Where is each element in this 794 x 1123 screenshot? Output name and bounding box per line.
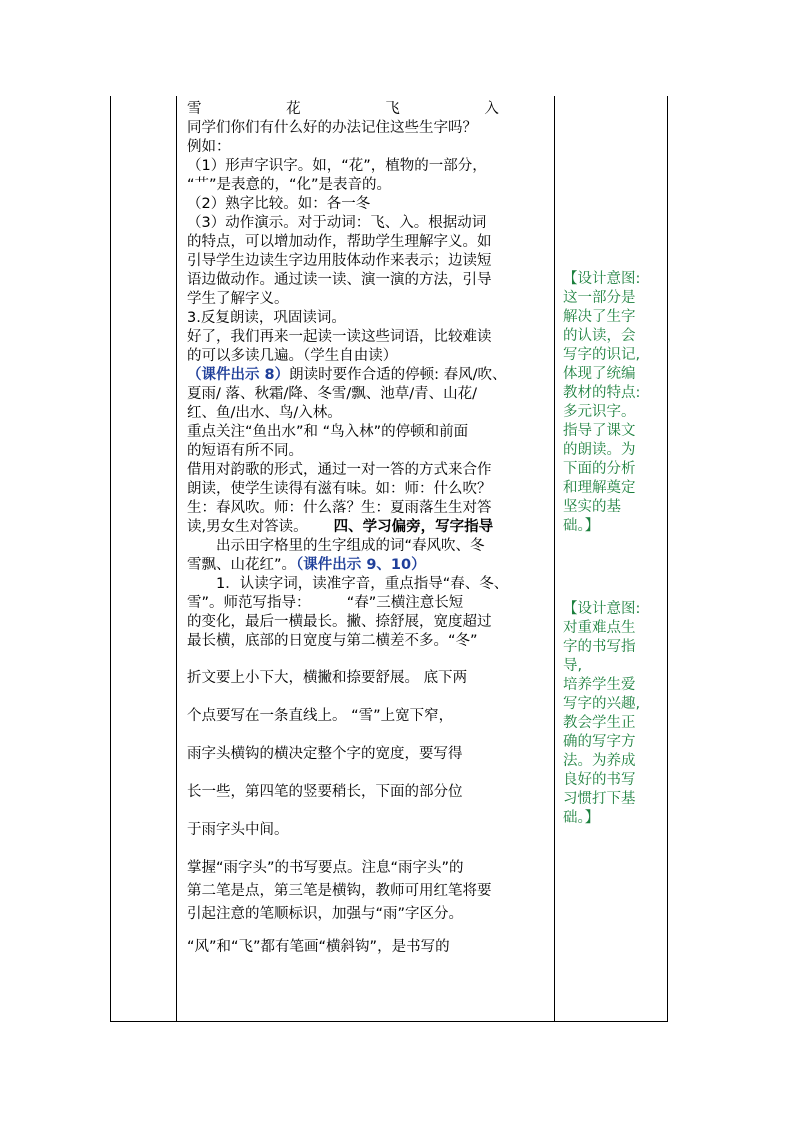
characters-line: 雪 花 飞 入 — [187, 101, 539, 117]
content-line: 学生了解字义。 — [187, 291, 289, 307]
content-line: 3.反复朗读，巩固读词。 — [187, 310, 346, 326]
content-line: “风”和“飞”都有笔画“横斜钩”，是书写的 — [187, 939, 450, 955]
content-line: 雨字头横钩的横决定整个字的宽度，要写得 — [187, 746, 463, 762]
content-line: 最长横，底部的日宽度与第二横差不多。“冬” — [187, 633, 478, 649]
design-intent-note-1 — [563, 270, 659, 536]
content-line: 个点要写在一条直线上。 “雪”上宽下窄， — [187, 708, 454, 724]
note-line: 教材的特点: — [563, 385, 641, 401]
courseware-label: （课件出示 9、10） — [296, 557, 426, 573]
courseware-label: （课件出示 8） — [187, 367, 290, 383]
note-line: 下面的分析 — [563, 461, 636, 477]
content-line: 语边做动作。通过读一读、演一演的方法，引导 — [187, 272, 492, 288]
note-line: 指导了课文 — [563, 423, 636, 439]
note-line: 教会学生正 — [563, 715, 636, 731]
content-line: 好了，我们再来一起读一读这些词语，比较难读 — [187, 329, 492, 345]
content-line: 出示田字格里的生字组成的词“春风吹、冬 — [216, 538, 485, 554]
note-line: 解决了生字 — [563, 309, 636, 325]
note-line: 体现了统编 — [563, 366, 636, 382]
note-line: 字的书写指 — [563, 639, 636, 655]
content-line: 1．认读字词，读准字音，重点指导“春、冬、 — [216, 576, 509, 592]
content-line: （1）形声字识字。如，“花”，植物的一部分， — [187, 158, 487, 174]
wide-spaced-block — [187, 659, 549, 849]
content-line — [187, 518, 549, 537]
column-divider-right — [554, 96, 555, 1021]
note-line: 导, — [563, 658, 583, 674]
note-line: 这一部分是 — [563, 290, 636, 306]
content-line: 的可以多读几遍。（学生自由读） — [187, 348, 398, 364]
content-text: 朗读时要作合适的停顿: 春风/吹、 — [289, 367, 507, 383]
note-line: 法。为养成 — [563, 753, 636, 769]
note-line: 【设计意图: — [563, 601, 641, 617]
content-line: （3）动作演示。对于动词：飞、入。根据动词 — [187, 215, 487, 231]
note-line: 础。】 — [563, 810, 600, 826]
note-line: 确的写字方 — [563, 734, 636, 750]
note-line: 写字的识记, — [563, 347, 641, 363]
content-line: 的短语有所不同。 — [187, 443, 303, 459]
section-heading: 四、学习偏旁，写字指导 — [333, 519, 494, 535]
note-line: 础。】 — [563, 518, 600, 534]
note-line: 坚实的基 — [563, 499, 621, 515]
note-line: 对重难点生 — [563, 620, 636, 636]
content-line: 朗读，使学生读得有滋有味。如：师：什么吹？ — [187, 481, 492, 497]
content-line: 长一些，第四笔的竖要稍长，下面的部分位 — [187, 784, 463, 800]
note-line: 习惯打下基 — [563, 791, 636, 807]
note-line: 的认读，会 — [563, 328, 636, 344]
note-line: 和理解奠定 — [563, 480, 636, 496]
radical-block — [187, 857, 549, 926]
content-line: 于雨字头中间。 — [187, 822, 289, 838]
content-line: 的变化，最后一横最长。撇、捺舒展，宽度超过 — [187, 614, 492, 630]
content-line: 引起注意的笔顺标识，加强与“雨”字区分。 — [187, 906, 464, 922]
content-line: 同学们你们有什么好的办法记住这些生字吗？ — [187, 120, 477, 136]
note-line: 写字的兴趣, — [563, 696, 641, 712]
note-line: 【设计意图: — [563, 271, 641, 287]
note-line: 的朗读。为 — [563, 442, 636, 458]
content-line: 借用对韵歌的形式，通过一对一答的方式来合作 — [187, 462, 492, 478]
content-line: 第二笔是点，第三笔是横钩，教师可用红笔将要 — [187, 883, 492, 899]
content-line: 折文要上小下大，横撇和捺要舒展。 底下两 — [187, 670, 468, 686]
note-line: 多元识字。 — [563, 404, 636, 420]
content-line: 雪”。师范写指导： “春”三横注意长短 — [187, 595, 464, 611]
content-text: 读,男女生对答读。 — [187, 519, 308, 535]
content-line: 掌握“雨字头”的书写要点。注息“雨字头”的 — [187, 860, 464, 876]
content-line: “艹”是表意的，“化”是表音的。 — [187, 177, 392, 193]
content-line: （2）熟字比较。如：各一冬 — [187, 196, 371, 212]
lesson-content — [187, 100, 549, 959]
content-line: 生：春风吹。师：什么落？生：夏雨落生生对答 — [187, 500, 492, 516]
content-line: 重点关注“鱼出水”和 “鸟入林”的停顿和前面 — [187, 424, 469, 440]
content-line: 例如： — [187, 139, 231, 155]
note-line: 培养学生爱 — [563, 677, 636, 693]
content-line: 引导学生边读生字边用肢体动作来表示；边读短 — [187, 253, 492, 269]
content-line: 夏雨/ 落、秋霜/降、冬雪/飘、池草/青、山花/ — [187, 386, 478, 402]
column-divider-left — [176, 96, 177, 1021]
content-line: 的特点，可以增加动作，帮助学生理解字义。如 — [187, 234, 492, 250]
content-line — [187, 556, 549, 575]
content-text: 雪飘、山花红”。 — [187, 557, 297, 573]
content-line: 红、鱼/出水、鸟/入林。 — [187, 405, 342, 421]
note-line: 良好的书写 — [563, 772, 636, 788]
content-line — [187, 366, 549, 385]
design-intent-note-2 — [563, 600, 659, 828]
